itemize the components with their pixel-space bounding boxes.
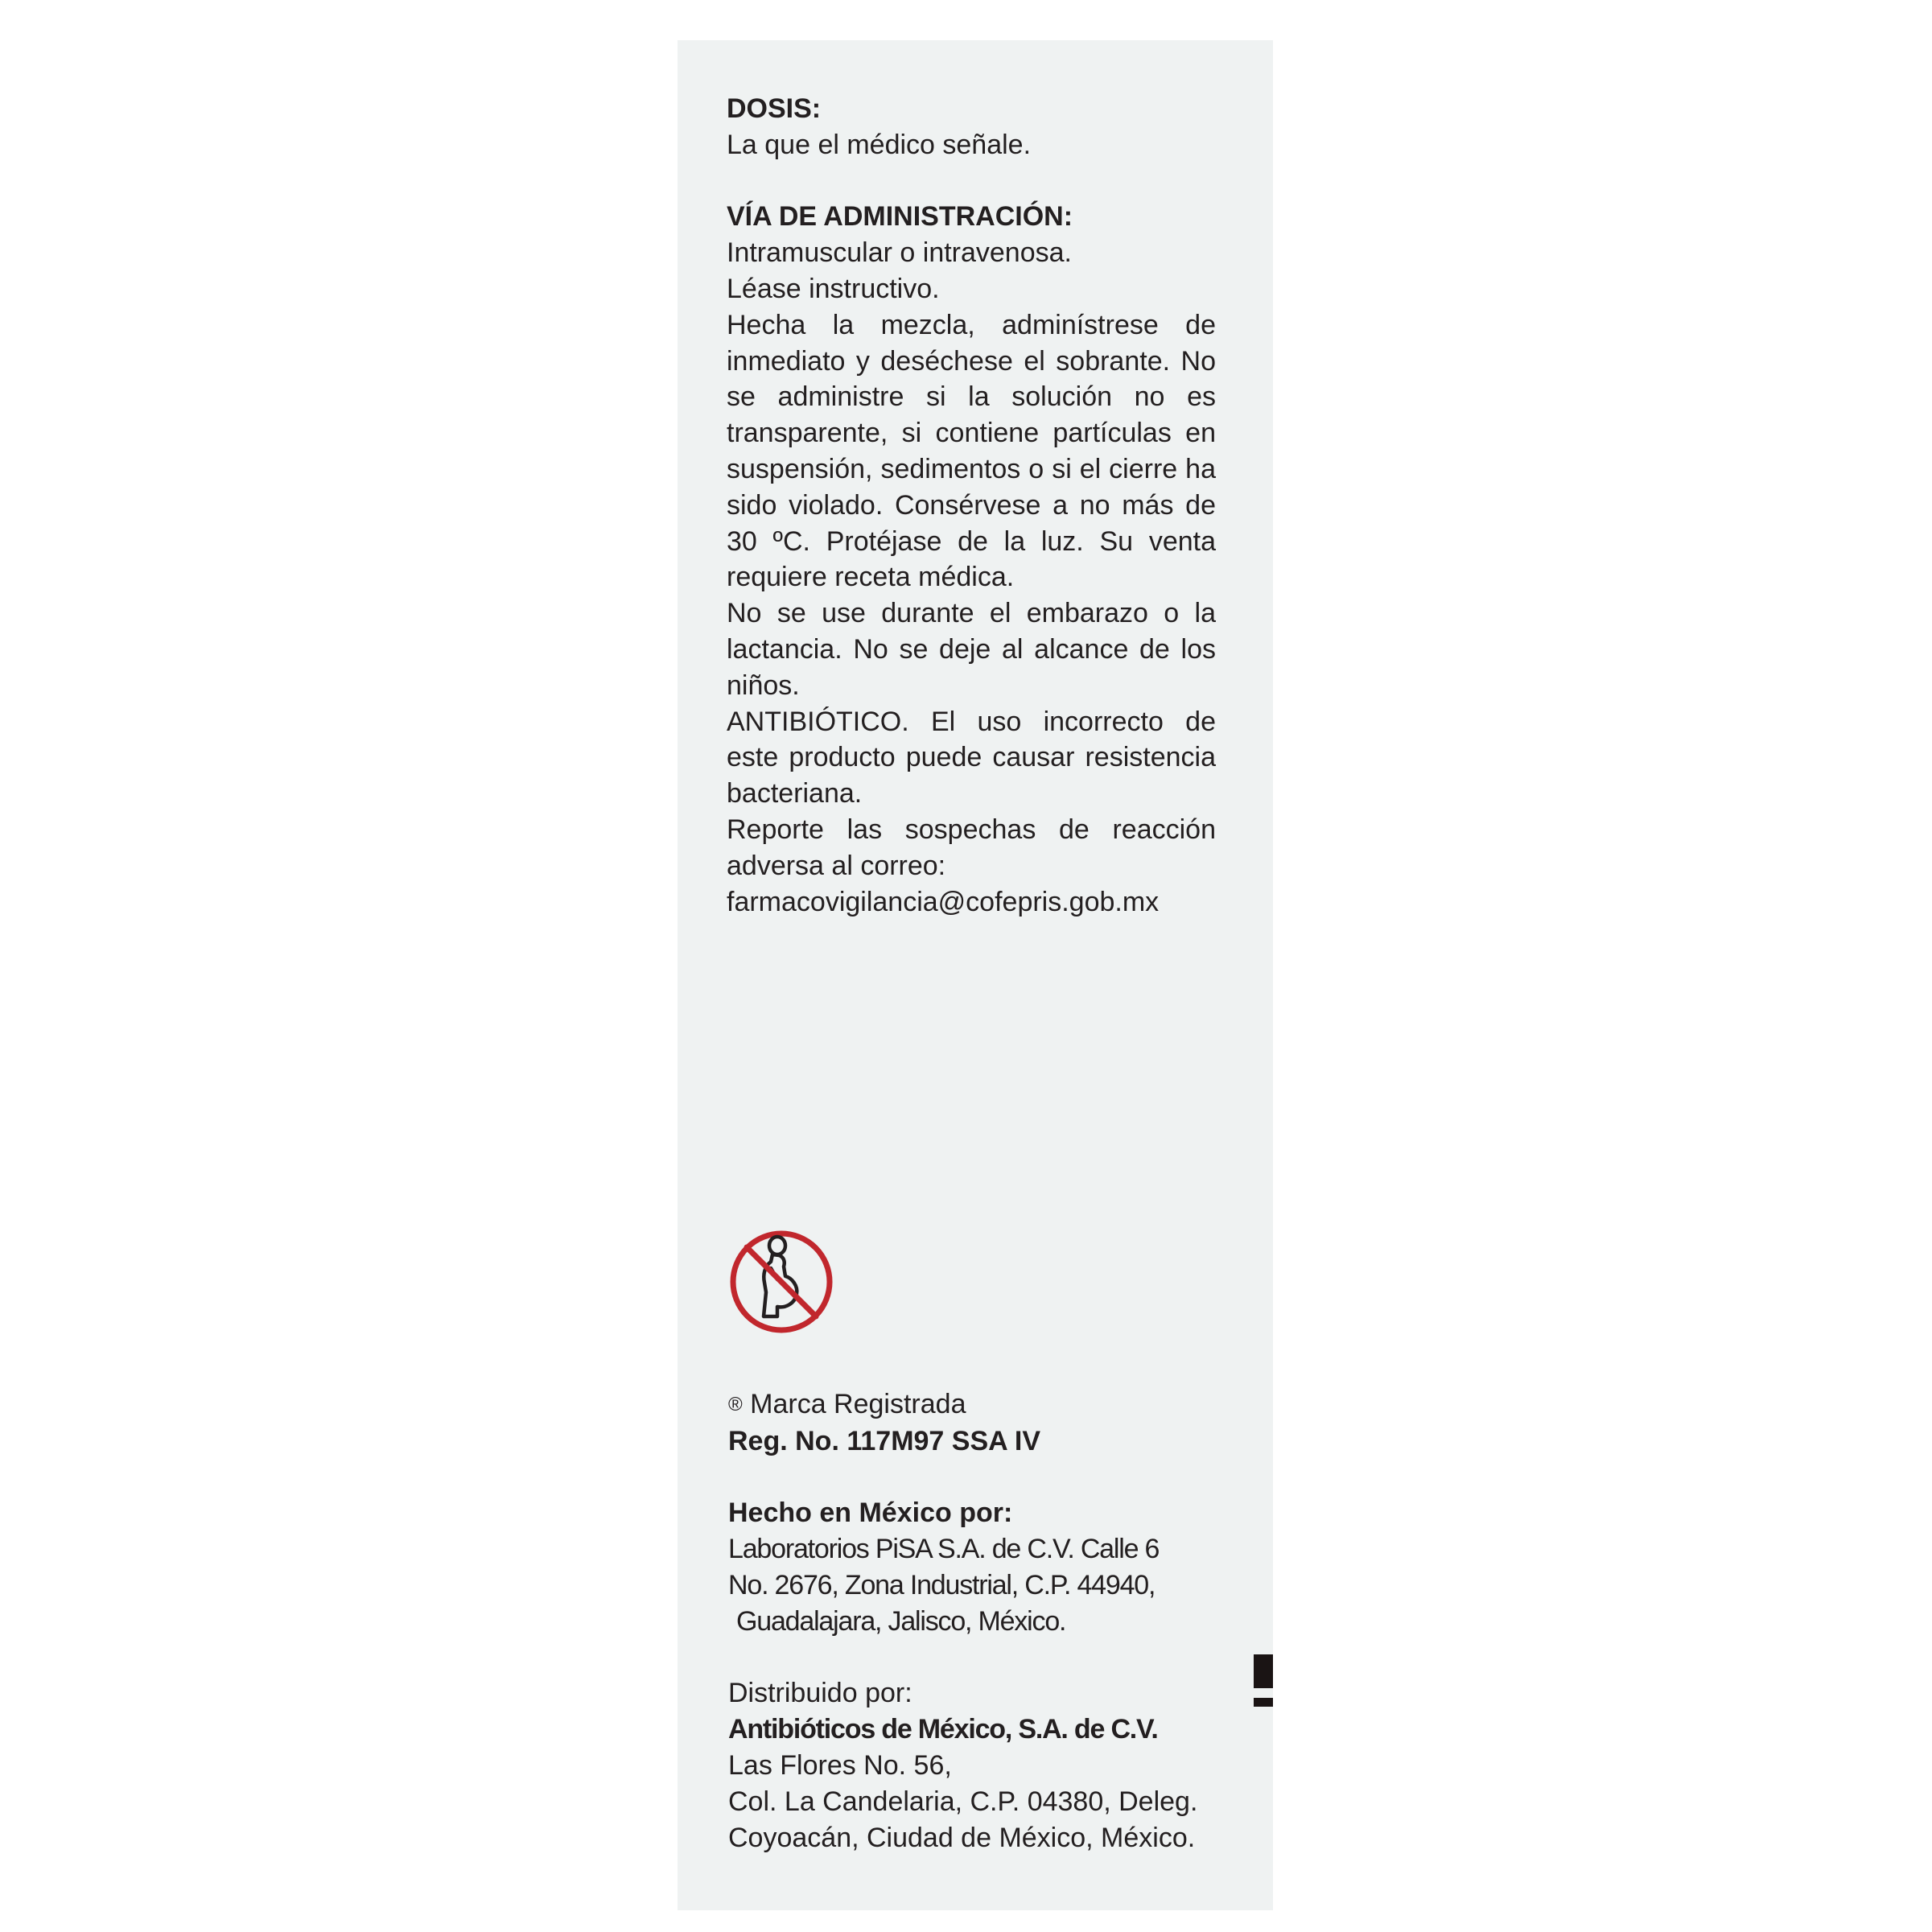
via-read-instructions: Léase instructivo. bbox=[727, 273, 940, 304]
manufacturer-line-1: Laboratorios PiSA S.A. de C.V. Calle 6 bbox=[728, 1534, 1160, 1565]
distributor-name: Antibióticos de México, S.A. de C.V. bbox=[728, 1714, 1158, 1745]
manufacturer-section bbox=[728, 1386, 1227, 1856]
no-pregnancy-icon bbox=[729, 1230, 834, 1334]
report-paragraph: Reporte las sospechas de reacción adversa al correo: bbox=[727, 814, 1216, 881]
antibiotic-warning-paragraph: ANTIBIÓTICO. El uso incorrecto de este producto puede causar resistencia bacteriana. bbox=[727, 706, 1216, 809]
trademark-text: Marca Registrada bbox=[750, 1389, 966, 1419]
distributor-label: Distribuido por: bbox=[728, 1678, 912, 1709]
storage-paragraph: Hecha la mezcla, adminístrese de inmediato y deséchese el sobrante. No se administre si la solución no es transparente, si contiene partículas en suspensión, sedimentos o si el cierre ha sido violado. Consérvese a no más de 30 ºC. Protéjase de la luz. Su venta requiere receta médica. bbox=[727, 309, 1216, 593]
manufacturer-heading: Hecho en México por: bbox=[728, 1497, 1013, 1529]
distributor-line-1: Las Flores No. 56, bbox=[728, 1749, 952, 1781]
spacer bbox=[728, 1460, 1227, 1496]
via-heading: VÍA DE ADMINISTRACIÓN: bbox=[727, 201, 1073, 233]
print-mark bbox=[1254, 1698, 1273, 1707]
pharmacovigilance-email: farmacovigilancia@cofepris.gob.mx bbox=[727, 886, 1160, 917]
pregnancy-warning-paragraph: No se use durante el embarazo o la lactancia. No se deje al alcance de los niños. bbox=[727, 598, 1216, 701]
distributor-line-2: Col. La Candelaria, C.P. 04380, Deleg. bbox=[728, 1786, 1198, 1817]
print-mark bbox=[1254, 1654, 1273, 1688]
dosis-text: La que el médico señale. bbox=[727, 129, 1032, 160]
registered-symbol: ® bbox=[728, 1394, 743, 1415]
spacer bbox=[727, 163, 1216, 200]
trademark-line bbox=[728, 1386, 1227, 1423]
registration-number: Reg. No. 117M97 SSA IV bbox=[728, 1425, 1040, 1456]
spacer bbox=[728, 1640, 1227, 1676]
via-route: Intramuscular o intravenosa. bbox=[727, 237, 1072, 269]
manufacturer-line-2: No. 2676, Zona Industrial, C.P. 44940, bbox=[728, 1569, 1155, 1600]
manufacturer-line-3: Guadalajara, Jalisco, México. bbox=[736, 1605, 1066, 1637]
distributor-line-3: Coyoacán, Ciudad de México, México. bbox=[728, 1822, 1196, 1853]
dosage-section bbox=[727, 91, 1216, 920]
dosis-heading: DOSIS: bbox=[727, 93, 822, 124]
